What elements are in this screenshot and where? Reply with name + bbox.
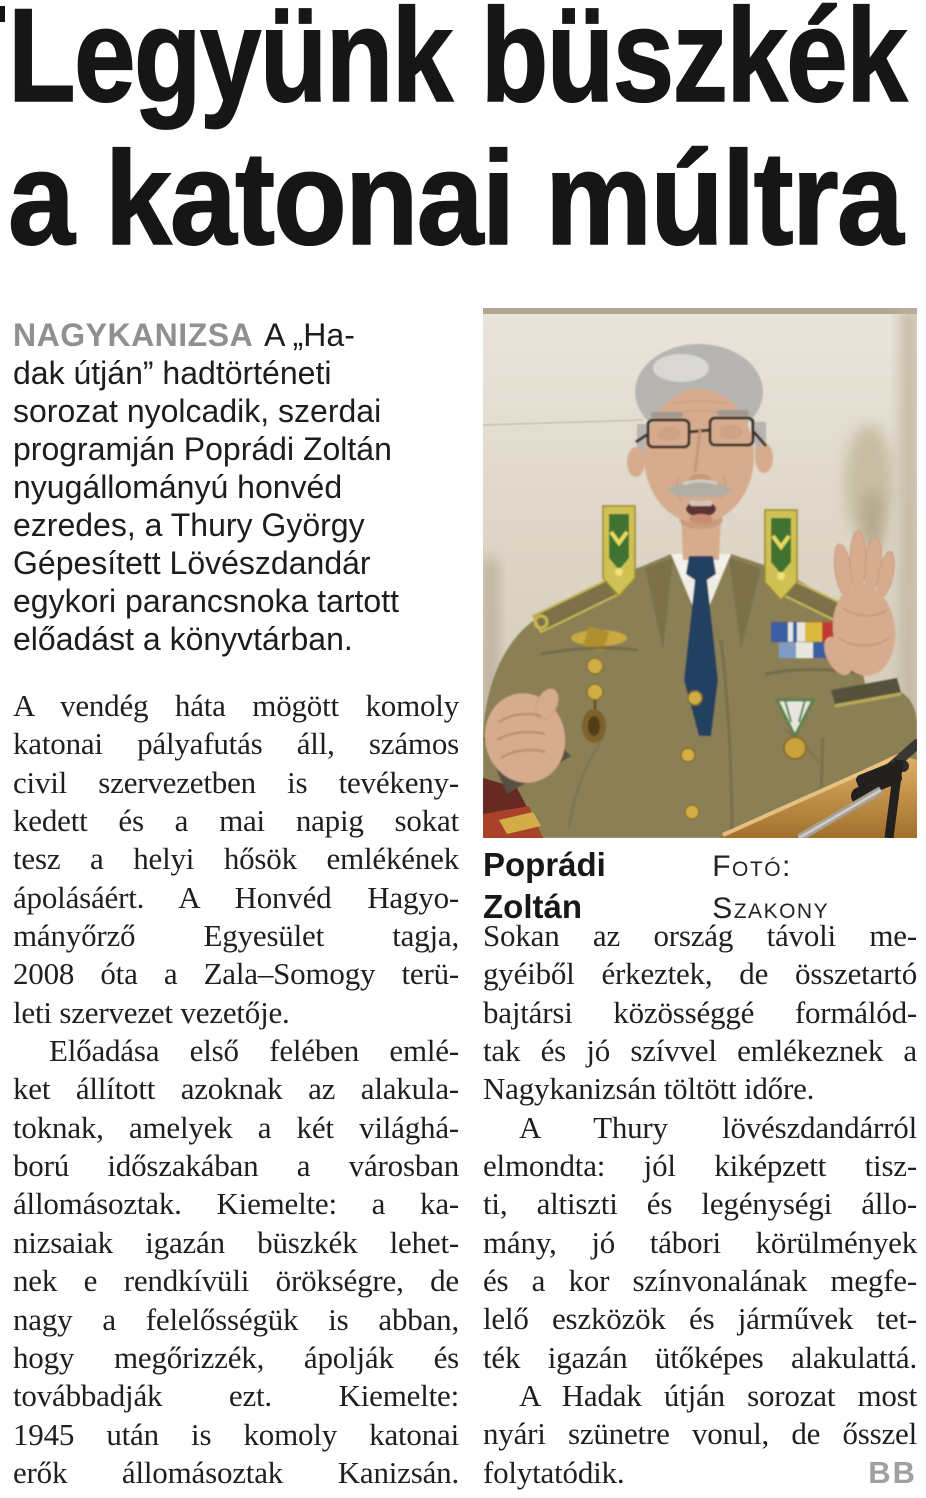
article-headline: [8, 0, 926, 271]
body-line: 2008 óta a Zala–Somogy terü-: [13, 956, 459, 992]
photo-top-strip: [483, 308, 917, 314]
right-column: [483, 917, 917, 1492]
body-line: nizsaiak igazán büszkék lehet-: [13, 1224, 459, 1260]
body-line: ket állított azoknak az alakula-: [13, 1071, 459, 1107]
gold-rosette: [587, 684, 603, 700]
body-line: lelő eszközök és járművek tet-: [483, 1301, 917, 1337]
body-line: ápolásáért. A Honvéd Hagyo-: [13, 879, 459, 915]
location-tag: NAGYKANIZSA: [13, 317, 254, 353]
lead-text: A „Ha-: [264, 317, 355, 353]
eyebrow-left: [651, 412, 683, 418]
eye-right: [719, 425, 743, 439]
lead-line: egykori parancsnoka tartott: [13, 583, 399, 619]
body-line: ték igazán ütőképes alakulattá.: [483, 1339, 917, 1375]
body-line: A Hadak útján sorozat most: [519, 1378, 917, 1414]
lead-line: dak útján” hadtörténeti: [13, 355, 332, 391]
body-line: 1945 után is komoly katonai: [13, 1416, 459, 1452]
eyebrow-right: [717, 410, 749, 416]
body-line: [483, 1454, 917, 1492]
headline-line-2: a katonai múltra: [8, 125, 902, 273]
body-line: bajtársi közösséggé formálód-: [483, 994, 917, 1030]
ear-right: [755, 443, 773, 473]
body-line: állomásoztak. Kiemelte: a ka-: [13, 1186, 459, 1222]
left-column: [13, 687, 459, 1492]
teeth: [690, 501, 712, 506]
body-line: civil szervezetben is tevékeny-: [13, 764, 459, 800]
body-line: Előadása első felében emlé-: [49, 1033, 459, 1069]
body-line: nyári szünetre vonul, de ősszel: [483, 1416, 917, 1452]
body-line: nagy a felelősségük is abban,: [13, 1301, 459, 1337]
photo-caption: Poprádi Zoltán: [483, 846, 606, 925]
hair-highlight: [653, 354, 709, 382]
lead-line: előadást a könyvtárban.: [13, 621, 353, 657]
body-line: erők állomásoztak Kanizsán.: [13, 1454, 459, 1490]
lead-line: nyugállományú honvéd: [13, 469, 343, 505]
jacket-button: [688, 691, 702, 705]
lower-lip: [689, 514, 713, 524]
photo-credit: Fotó: Szakony: [712, 850, 830, 925]
lead-line: Gépesített Lövészdandár: [13, 545, 371, 581]
headline-line-1: Legyünk büszkék: [8, 0, 906, 130]
body-line: Sokan az ország távoli me-: [483, 918, 917, 953]
collar-tab-left: [603, 506, 635, 596]
ear-left: [627, 447, 645, 477]
lead-line: programján Poprádi Zoltán: [13, 431, 392, 467]
body-line: hogy megőrizzék, ápolják és: [13, 1339, 459, 1375]
body-line: toknak, amelyek a két világhá-: [13, 1109, 459, 1145]
author-initials: BB: [868, 1454, 917, 1490]
body-line: A Thury lövészdandárról: [519, 1109, 917, 1145]
scan-artifact: [0, 6, 5, 22]
collar-tab-right: [765, 510, 797, 600]
body-line: nek e rendkívüli örökségre, de: [13, 1263, 459, 1299]
article-photo: [483, 308, 917, 838]
body-line: leti szervezet vezetője.: [13, 994, 290, 1030]
body-line: ti, altiszti és legénységi állo-: [483, 1186, 917, 1222]
lead-line: [13, 316, 465, 354]
body-line: mány, jó tábori körülmények: [483, 1224, 917, 1260]
body-line: tesz a helyi hősök emlékének: [13, 841, 459, 877]
body-line: katonai pályafutás áll, számos: [13, 726, 459, 762]
body-line: gyéiből érkeztek, de összetartó: [483, 956, 917, 992]
body-line: Nagykanizsán töltött időre.: [483, 1071, 815, 1107]
gold-rosette: [587, 658, 603, 674]
lead-line: sorozat nyolcadik, szerdai: [13, 393, 382, 429]
body-line: A vendég háta mögött komoly: [13, 688, 459, 723]
lead-paragraph: [13, 316, 465, 658]
last-line-text: folytatódik.: [483, 1454, 625, 1490]
body-line: mányőrző Egyesület tagja,: [13, 918, 459, 954]
jacket-button: [681, 748, 695, 762]
body-line: és a kor színvonalának megfe-: [483, 1263, 917, 1299]
eye-left: [657, 427, 681, 441]
lead-line: ezredes, a Thury György: [13, 507, 365, 543]
body-line: továbbadják ezt. Kiemelte:: [13, 1378, 459, 1414]
body-line: elmondta: jól kiképzett tisz-: [483, 1148, 917, 1184]
body-line: tak és jó szívvel emlékeznek a: [483, 1033, 917, 1069]
body-line: kedett és a mai napig sokat: [13, 803, 459, 839]
jacket-button: [685, 805, 699, 819]
body-line: ború időszakában a városban: [13, 1148, 459, 1184]
